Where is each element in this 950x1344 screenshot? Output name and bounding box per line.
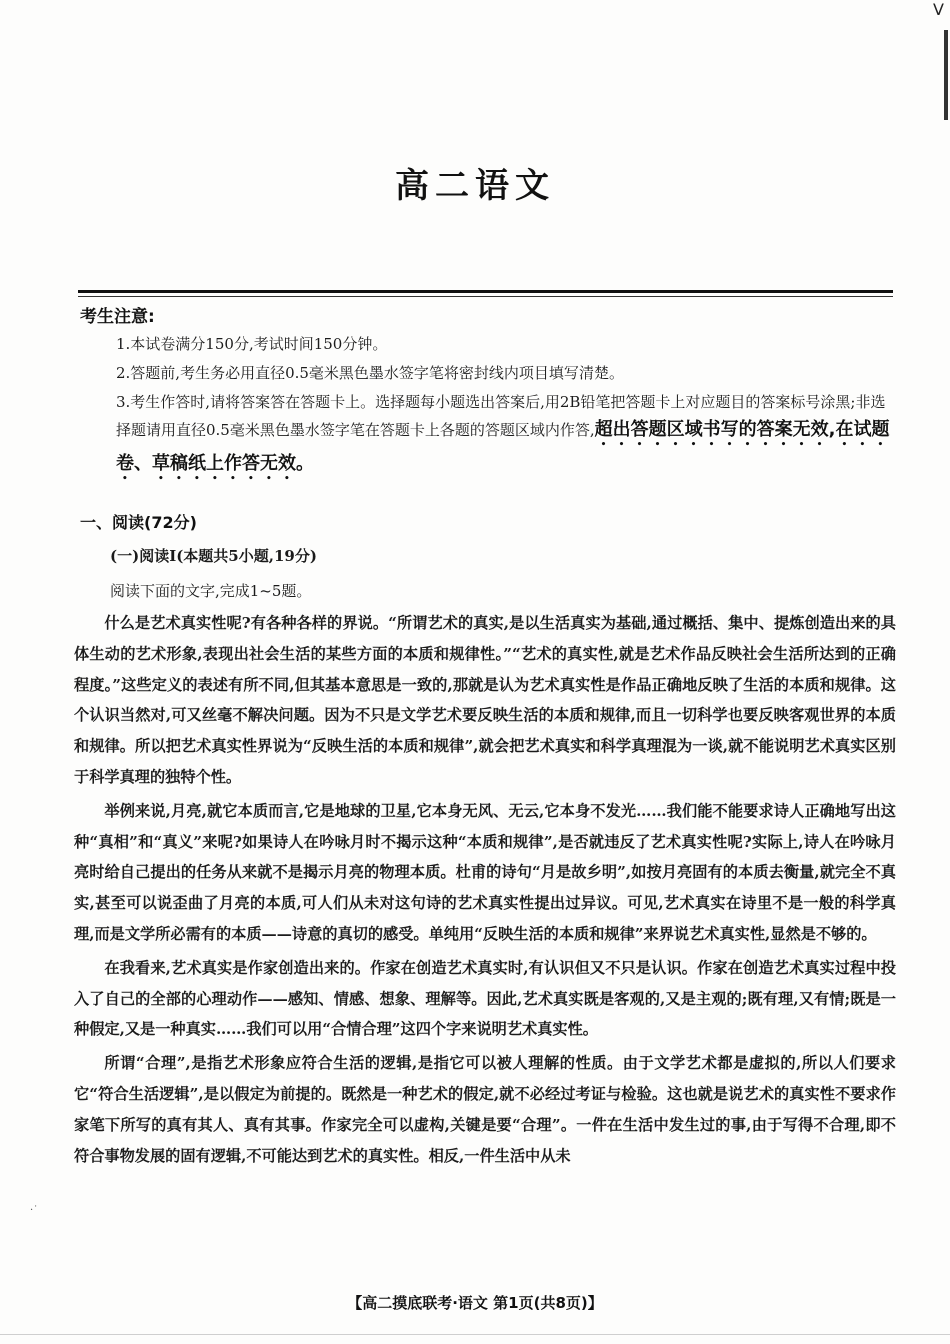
passage-paragraph-1: 什么是艺术真实性呢?有各种各样的界说。“所谓艺术的真实,是以生活真实为基础,通过概括、集中、提炼创造出来的具体生动的艺术形象,表现出社会生活的某些方面的本质和规律性。”“艺术的真实性,就是艺术作品反映社会生活所达到的正确程度。”这些定义的表述有所不同,但其基本意思是一致的,那就是认为艺术真实性是作品正确地反映了生活的本质和规律。这个认识当然对,可又丝毫不解决问题。因为不只是文学艺术要反映生活的本质和规律,而且一切科学也要反映客观世界的本质和规律。所以把艺术真实性界说为“反映生活的本质和规律”,就会把艺术真实和科学真理混为一谈,就不能说明艺术真实区别于科学真理的独特个性。 <box>74 614 896 786</box>
header-rule-thin <box>78 296 893 297</box>
bottom-edge-line <box>0 1334 950 1335</box>
section-heading: 一、阅读(72分) <box>80 513 197 532</box>
notice-item-1: 1.本试卷满分150分,考试时间150分钟。 <box>116 335 388 353</box>
passage-paragraph-4: 所谓“合理”,是指艺术形象应符合生活的逻辑,是指它可以被人理解的性质。由于文学艺术都是虚拟的,所以人们要求它“符合生活逻辑”,是以假定为前提的。既然是一种艺术的假定,就不必经过考证与检验。这也就是说艺术的真实性不要求作家笔下所写的真有其人、真有其事。作家完全可以虚构,关键是要“合理”。一件在生活中发生过的事,由于写得不合理,即不符合事物发展的固有逻辑,不可能达到艺术的真实性。相反,一件生活中从未 <box>74 1054 896 1165</box>
scan-specks: ·˙ <box>30 1205 39 1216</box>
page-footer: 【高二摸底联考·语文 第1页(共8页)】 <box>347 1294 603 1312</box>
edge-mark: V <box>933 0 944 19</box>
notice-item-2: 2.答题前,考生务必用直径0.5毫米黑色墨水签字笔将密封线内项目填写清楚。 <box>116 364 624 382</box>
passage-paragraph-3: 在我看来,艺术真实是作家创造出来的。作家在创造艺术真实时,有认识但又不只是认识。作家在创造艺术真实过程中投入了自己的全部的心理动作——感知、情感、想象、理解等。因此,艺术真实既是客观的,又是主观的;既有理,又有情;既是一种假定,又是一种真实……我们可以用“合情合理”这四个字来说明艺术真实性。 <box>74 958 896 1039</box>
notice-item-3-text: 3.考生作答时,请将答案答在答题卡上。选择题每小题选出答案后,用2B铅笔把答题卡上对应题目的答案标号涂黑;非选择题请用直径0.5毫米黑色墨水签字笔在答题卡上各题的答题区域内作答, <box>116 393 886 439</box>
page-title: 高二语文 <box>395 166 555 206</box>
passage-paragraph-2: 举例来说,月亮,就它本质而言,它是地球的卫星,它本身无风、无云,它本身不发光……我们能不能要求诗人正确地写出这种“真相”和“真义”来呢?如果诗人在吟咏月时不揭示这种“本质和规律”,是否就违反了艺术真实性呢?实际上,诗人在吟咏月亮时给自己提出的任务从来就不是揭示月亮的物理本质。杜甫的诗句“月是故乡明”,如按月亮固有的本质去衡量,就完全不真实,甚至可以说歪曲了月亮的本质,可人们从未对这句诗的艺术真实性提出过异议。可见,艺术真实在诗里不是一般的科学真理,而是文学所必需有的本质——诗意的真切的感受。单纯用“反映生活的本质和规律”来界说艺术真实性,显然是不够的。 <box>74 801 896 943</box>
binding-edge-bar <box>944 30 948 120</box>
reading-subheading: (一)阅读Ⅰ(本题共5小题,19分) <box>110 547 317 565</box>
header-rule-thick <box>78 290 893 293</box>
notice-heading: 考生注意: <box>80 307 155 327</box>
reading-passage <box>74 608 896 1174</box>
notice-item-3 <box>116 388 896 484</box>
reading-instruction: 阅读下面的文字,完成1~5题。 <box>110 582 312 600</box>
notice-item-3-emphasis: 超出答题区域书写的答案无效,在试题卷、草稿纸上作答无效。 <box>116 419 890 474</box>
